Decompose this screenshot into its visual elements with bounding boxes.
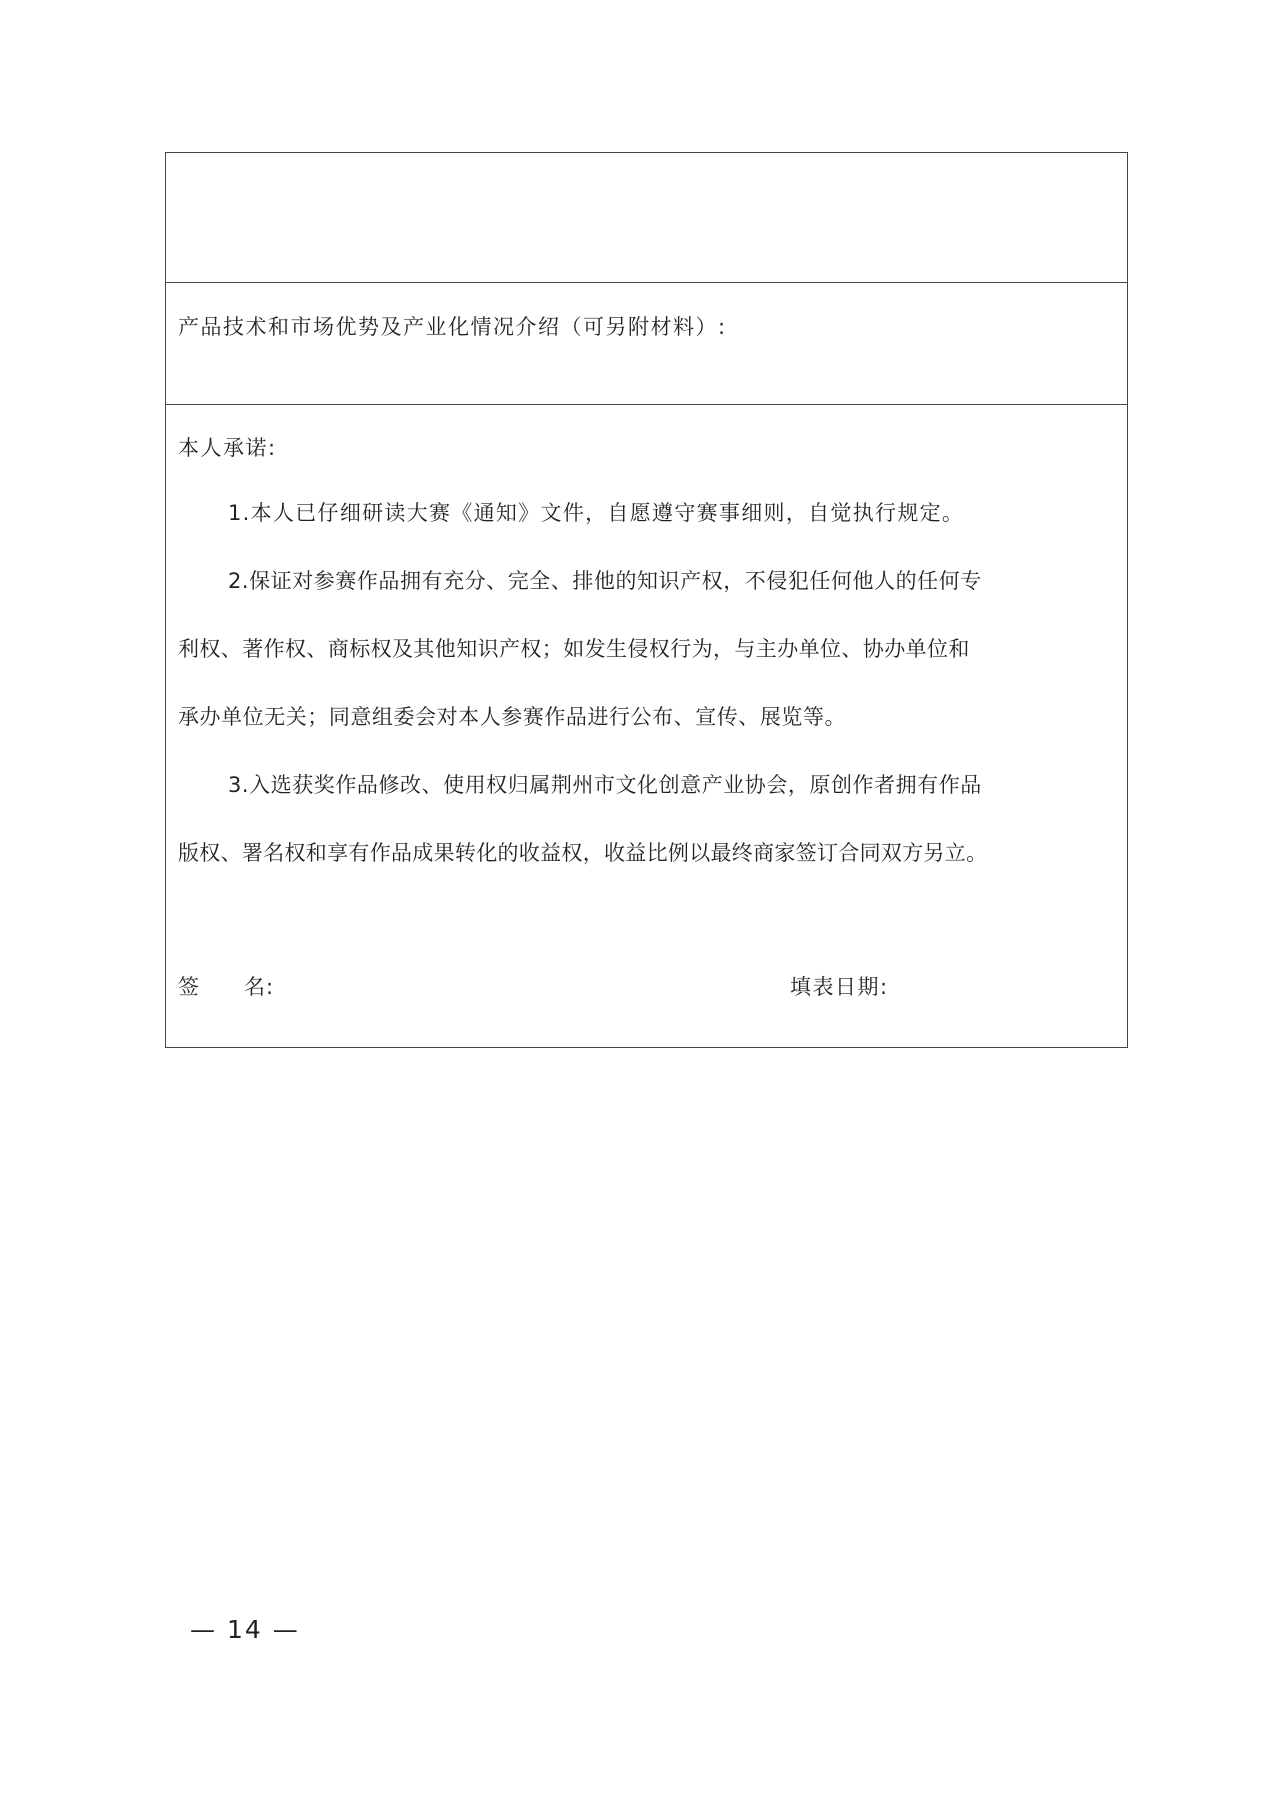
date-label: 填表日期: (790, 975, 889, 999)
commitment-line-5: 3.入选获奖作品修改、使用权归属荆州市文化创意产业协会，原创作者拥有作品 (228, 773, 982, 797)
page-number: — 14 — (190, 1615, 300, 1644)
advantage-cell (166, 283, 1127, 405)
commitment-title: 本人承诺: (178, 436, 277, 460)
blank-top-cell (166, 153, 1127, 283)
entry-form-table (165, 152, 1128, 1048)
commitment-line-3: 利权、著作权、商标权及其他知识产权；如发生侵权行为，与主办单位、协办单位和 (178, 637, 970, 661)
commitment-line-4: 承办单位无关；同意组委会对本人参赛作品进行公布、宣传、展览等。 (178, 705, 847, 729)
commitment-cell (166, 405, 1127, 1047)
signature-label: 签 名: (178, 975, 275, 999)
advantage-label: 产品技术和市场优势及产业化情况介绍（可另附材料）: (178, 315, 727, 339)
commitment-line-2: 2.保证对参赛作品拥有充分、完全、排他的知识产权，不侵犯任何他人的任何专 (228, 569, 982, 593)
commitment-line-6: 版权、署名权和享有作品成果转化的收益权，收益比例以最终商家签订合同双方另立。 (178, 841, 988, 865)
commitment-line-1: 1.本人已仔细研读大赛《通知》文件，自愿遵守赛事细则，自觉执行规定。 (228, 501, 965, 525)
